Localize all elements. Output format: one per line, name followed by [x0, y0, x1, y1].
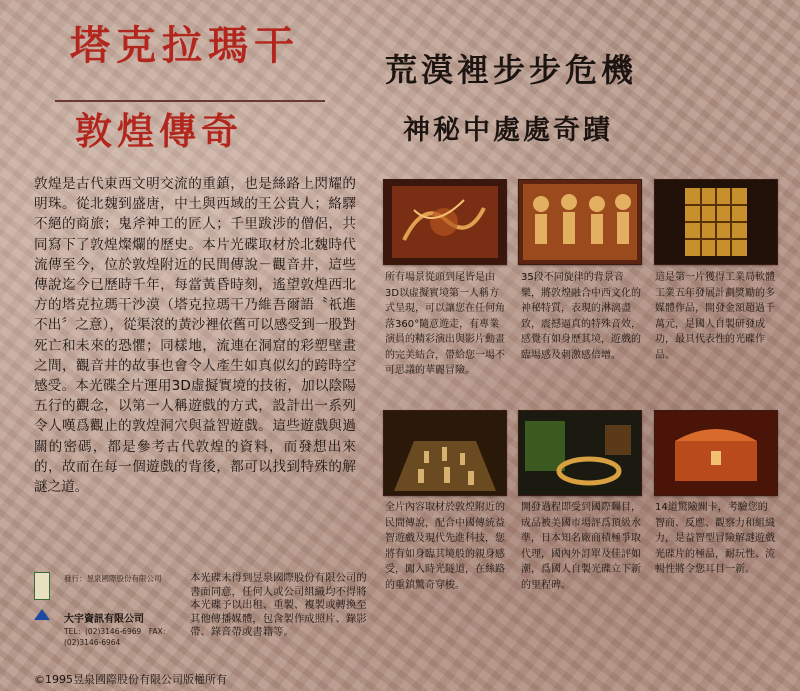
screenshot-golden-door — [654, 179, 778, 265]
legal-notice: 本光碟未得到昱泉國際股份有限公司的書面同意，任何人或公司組織均不得將本光碟予以出租、重製、複製或轉換至其他傳播媒體，包含製作成照片、錄影帶、錄音帶或書籍等。 — [190, 572, 367, 639]
title-subtitle: 敦煌傳奇 — [75, 109, 243, 153]
publisher-logo-icon — [34, 572, 50, 600]
publisher-info: 發行：昱泉國際股份有限公司 — [64, 574, 162, 583]
screenshot-buddha-wall — [518, 179, 642, 265]
caption-6: 14道驚險關卡，考驗您的智商、反應、觀察力和組織力，是益智型冒險解謎遊戲光碟片的極品，耐玩性、流暢性將令您耳目一新。 — [655, 502, 775, 575]
caption-4: 全片內容取材於敦煌附近的民間傳說，配合中國傳統益智遊戲及現代先進科技，您將有如身臨其境般的親身感受，闖入時光隧道，在絲路的重鎮驚奇穿梭。 — [385, 502, 505, 591]
distributor-logo-icon — [33, 608, 51, 622]
caption-3: 這是第一片獲得工業局軟體工業五年發展計劃獎勵的多媒體作品，開發金額超過千萬元，是國人自製研發成功，最具代表性的光碟作品。 — [655, 272, 775, 361]
caption-1: 所有場景從頭到尾皆是由3D以虛擬實境第一人稱方式呈現，可以讓您在任何角落360°隨意遊走，有專業演員的精彩演出與影片動畫的完美結合，帶給您一場不可思議的華麗冒險。 — [385, 272, 505, 376]
copyright: ©1995昱泉國際股份有限公司版權所有 — [34, 673, 227, 686]
intro-paragraph: 敦煌是古代東西文明交流的重鎮，也是絲路上閃耀的明珠。從北魏到盛唐，中土與西域的王公貴人；絡驛不絕的商旅；鬼斧神工的匠人；千里跋涉的僧侶，共同寫下了敦煌燦爛的歷史。本片光碟取材於北魏時代流傳至今，位於敦煌附近的民間傳說－觀音井，這些傳說迄今已歷時千年，每當黃昏時刻，遙望敦煌西北方的塔克拉瑪干沙漠（塔克拉瑪干乃維吾爾語〝祇進不出〞之意），從渠滾的黃沙裡依舊可以感受到一股對死亡和未來的恐懼；同樣地，流連在洞窟的彩塑壁畫之間，觀音井的故事也會令人產生如真似幻的跨時空感受。本光碟全片運用3D虛擬實境的技術，加以陰陽五行的觀念，以第一人稱遊戲的方式，設計出一系列令人嘆爲觀止的敦煌洞穴與益智遊戲。這些遊戲與過關的密碼，都是參考古代敦煌的資料，而發想出來的，故而在每一個遊戲的背後，都可以找到特殊的解謎之道。 — [34, 176, 356, 496]
headline-1: 荒漠裡步步危機 — [385, 51, 638, 89]
screenshot-dark-ring-room — [518, 410, 642, 496]
distributor-contact: TEL：(02)3146-6969 FAX：(02)3146-6964 — [64, 627, 171, 647]
title-main: 塔克拉瑪干 — [70, 22, 300, 69]
caption-5: 開發過程即受到國際矚目，成品被美國市場評爲頂級水準，日本知名廠商積極爭取代理，國內外訂單及佳評如潮，爲國人自製光碟立下新的里程碑。 — [521, 502, 641, 591]
screenshot-treasure-chest — [654, 410, 778, 496]
caption-2: 35段不同旋律的背景音樂，將敦煌融合中西文化的神秘特質，表現的淋漓盡致，震撼逼真的特殊音效，感覺有如身歷其境，遊戲的臨場感及刺激感倍增。 — [521, 272, 641, 361]
headline-2: 神秘中處處奇蹟 — [403, 115, 613, 146]
title-divider — [55, 100, 325, 102]
distributor-name: 大宇資訊有限公司 — [64, 614, 144, 625]
screenshot-chess-board — [383, 410, 507, 496]
screenshot-dragon-mural — [383, 179, 507, 265]
